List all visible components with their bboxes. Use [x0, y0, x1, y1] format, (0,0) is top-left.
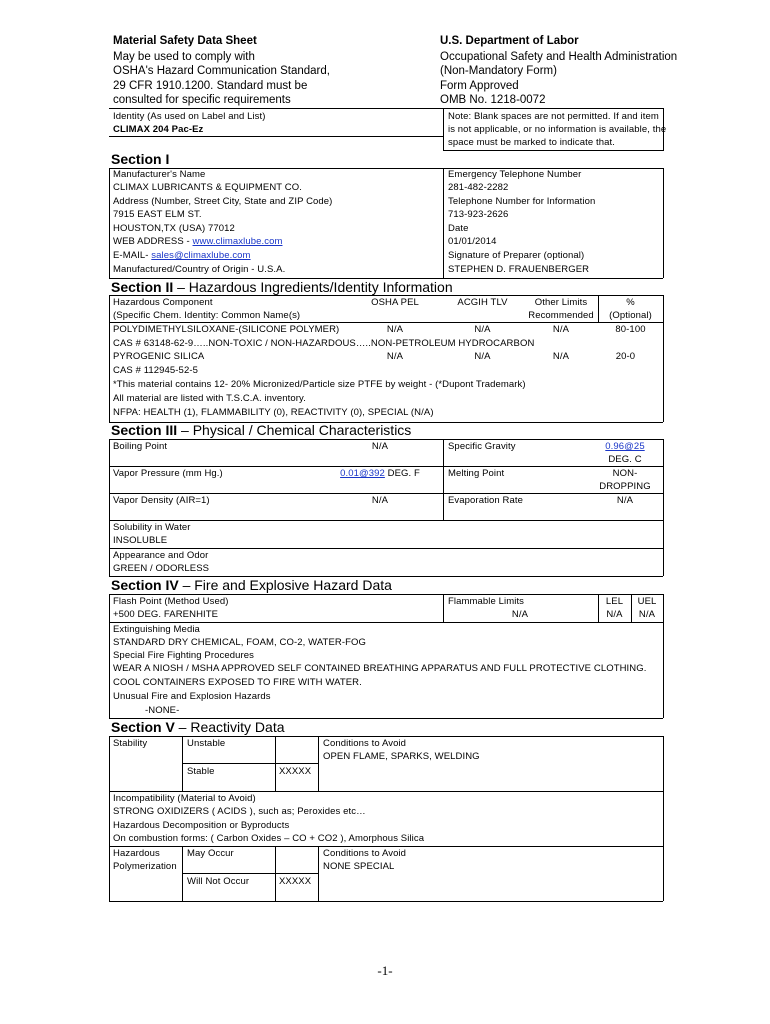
- boiling-value: N/A: [371, 441, 389, 452]
- flash-value: +500 DEG. FARENHITE: [113, 609, 219, 620]
- agency-title: U.S. Department of Labor: [440, 35, 579, 47]
- will-not-occur-label: Will Not Occur: [187, 876, 250, 887]
- info-phone: 713-923-2626: [448, 209, 509, 220]
- may-occur-label: May Occur: [187, 848, 234, 859]
- melting-value: NON-: [612, 468, 638, 479]
- col-pct: %: [626, 297, 635, 308]
- flammable-label: Flammable Limits: [448, 596, 525, 607]
- evap-value: N/A: [616, 495, 634, 506]
- manufacturer-label: Manufacturer's Name: [113, 169, 206, 180]
- stable-mark: XXXXX: [279, 766, 312, 777]
- conditions-label: Conditions to Avoid: [323, 738, 407, 749]
- ingredient-other: N/A: [552, 324, 570, 335]
- special-line-1: WEAR A NIOSH / MSHA APPROVED SELF CONTAINED BREATHING APPARATUS AND FULL PROTECTIVE CLOTHING.: [113, 663, 647, 674]
- extinguish-label: Extinguishing Media: [113, 624, 200, 635]
- ingredient-name: POLYDIMETHYLSILOXANE-(SILICONE POLYMER): [113, 324, 340, 335]
- tsca-note: All material are listed with T.S.C.A. inventory.: [113, 393, 306, 404]
- document-title: Material Safety Data Sheet: [113, 35, 257, 47]
- extinguish-value: STANDARD DRY CHEMICAL, FOAM, CO-2, WATER-FOG: [113, 637, 366, 648]
- comply-line-3: 29 CFR 1910.1200. Standard must be: [113, 80, 308, 92]
- gravity-unit: DEG. C: [608, 454, 642, 465]
- solubility-value: INSOLUBLE: [113, 535, 168, 546]
- unusual-label: Unusual Fire and Explosion Hazards: [113, 691, 271, 702]
- ingredient-pct: 20-0: [615, 351, 636, 362]
- page-number: -1-: [377, 963, 393, 978]
- ingredient-osha: N/A: [386, 324, 404, 335]
- vapor-label: Vapor Pressure (mm Hg.): [113, 468, 223, 479]
- incompat-value: STRONG OXIDIZERS ( ACIDS ), such as; Peroxides etc…: [113, 806, 366, 817]
- nfpa-note: NFPA: HEALTH (1), FLAMMABILITY (0), REACTIVITY (0), SPECIAL (N/A): [113, 407, 434, 418]
- cas-1: CAS # 63148-62-9…..NON-TOXIC / NON-HAZARDOUS…..NON-PETROLEUM HYDROCARBON: [113, 338, 535, 349]
- agency-line-2: (Non-Mandatory Form): [440, 65, 557, 77]
- density-value: N/A: [371, 495, 389, 506]
- ingredient-other: N/A: [552, 351, 570, 362]
- note-line-2: is not applicable, or no information is available, the: [448, 124, 667, 135]
- ingredient-pct: 80-100: [615, 324, 646, 335]
- conditions-2-label: Conditions to Avoid: [323, 848, 407, 859]
- manufacturer-name: CLIMAX LUBRICANTS & EQUIPMENT CO.: [113, 182, 302, 193]
- lel-label: LEL: [605, 596, 624, 607]
- flammable-value: N/A: [511, 609, 529, 620]
- conditions-2-value: NONE SPECIAL: [323, 861, 395, 872]
- will-not-mark: XXXXX: [279, 876, 312, 887]
- email-link[interactable]: sales@climaxlube.com: [151, 250, 251, 261]
- hazpoly-label-1: Hazardous: [113, 848, 160, 859]
- melting-label: Melting Point: [448, 468, 505, 479]
- email-address: E-MAIL- sales@climaxlube.com: [113, 250, 251, 261]
- special-line-2: COOL CONTAINERS EXPOSED TO FIRE WITH WATER.: [113, 677, 362, 688]
- comply-line-1: May be used to comply with: [113, 51, 255, 63]
- unstable-label: Unstable: [187, 738, 226, 749]
- section-3-heading: Section III – Physical / Chemical Characteristics: [111, 422, 412, 438]
- section-1-heading: Section I: [111, 151, 170, 167]
- address-street: 7915 EAST ELM ST.: [113, 209, 202, 220]
- incompat-label: Incompatibility (Material to Avoid): [113, 793, 256, 804]
- note-line-1: Note: Blank spaces are not permitted. If and item: [448, 111, 659, 122]
- ingredient-acgih: N/A: [474, 324, 491, 335]
- identity-value: CLIMAX 204 Pac-Ez: [113, 124, 204, 135]
- emergency-label: Emergency Telephone Number: [448, 169, 582, 180]
- ingredient-osha: N/A: [386, 351, 404, 362]
- boiling-label: Boiling Point: [113, 441, 168, 452]
- ingredient-name: PYROGENIC SILICA: [113, 351, 205, 362]
- col-component: Hazardous Component: [113, 297, 213, 308]
- col-osha: OSHA PEL: [371, 297, 419, 308]
- special-label: Special Fire Fighting Procedures: [113, 650, 255, 661]
- uel-label: UEL: [637, 596, 657, 607]
- col-pct-2: (Optional): [609, 310, 652, 321]
- cas-2: CAS # 112945-52-5: [113, 365, 198, 376]
- info-phone-label: Telephone Number for Information: [448, 196, 596, 207]
- stable-label: Stable: [187, 766, 215, 777]
- unusual-value: -NONE-: [145, 705, 180, 716]
- date-value: 01/01/2014: [448, 236, 497, 247]
- solubility-label: Solubility in Water: [113, 522, 191, 533]
- col-acgih: ACGIH TLV: [457, 297, 508, 308]
- section-5-heading: Section V – Reactivity Data: [111, 719, 285, 735]
- density-label: Vapor Density (AIR=1): [113, 495, 210, 506]
- ingredient-acgih: N/A: [474, 351, 491, 362]
- comply-line-4: consulted for specific requirements: [113, 94, 291, 106]
- uel-value: N/A: [638, 609, 656, 620]
- gravity-label: Specific Gravity: [448, 441, 516, 452]
- agency-line-1: Occupational Safety and Health Administration: [440, 51, 678, 63]
- web-address: WEB ADDRESS - www.climaxlube.com: [113, 236, 283, 247]
- col-other: Other Limits: [534, 297, 588, 308]
- identity-label: Identity (As used on Label and List): [113, 111, 266, 122]
- col-other-2: Recommended: [528, 310, 594, 321]
- conditions-value: OPEN FLAME, SPARKS, WELDING: [323, 751, 480, 762]
- melting-value-2: DROPPING: [599, 481, 651, 492]
- address-label: Address (Number, Street City, State and ZIP Code): [113, 196, 333, 207]
- web-link[interactable]: www.climaxlube.com: [192, 236, 283, 247]
- section-2-heading: Section II – Hazardous Ingredients/Identity Information: [111, 279, 453, 295]
- flash-label: Flash Point (Method Used): [113, 596, 229, 607]
- agency-line-3: Form Approved: [440, 80, 519, 92]
- col-component-2: (Specific Chem. Identity: Common Name(s): [113, 310, 301, 321]
- origin: Manufactured/Country of Origin - U.S.A.: [113, 264, 286, 275]
- note-line-3: space must be marked to indicate that.: [448, 137, 615, 148]
- evap-label: Evaporation Rate: [448, 495, 524, 506]
- vapor-value: 0.01@392 DEG. F: [340, 468, 420, 479]
- agency-line-4: OMB No. 1218-0072: [440, 94, 546, 106]
- gravity-value: 0.96@25: [605, 441, 645, 452]
- preparer-label: Signature of Preparer (optional): [448, 250, 585, 261]
- address-city: HOUSTON,TX (USA) 77012: [113, 223, 235, 234]
- preparer-name: STEPHEN D. FRAUENBERGER: [448, 264, 590, 275]
- hazpoly-label-2: Polymerization: [113, 861, 177, 872]
- lel-value: N/A: [606, 609, 623, 620]
- decomp-label: Hazardous Decomposition or Byproducts: [113, 820, 290, 831]
- stability-label: Stability: [113, 738, 148, 749]
- appearance-value: GREEN / ODORLESS: [113, 563, 210, 574]
- decomp-value: On combustion forms: ( Carbon Oxides – CO + CO2 ), Amorphous Silica: [113, 833, 425, 844]
- section-4-heading: Section IV – Fire and Explosive Hazard Data: [111, 577, 392, 593]
- emergency-phone: 281-482-2282: [448, 182, 509, 193]
- ptfe-note: *This material contains 12- 20% Micronized/Particle size PTFE by weight - (*Dupont Trademark): [113, 379, 526, 390]
- date-label: Date: [448, 223, 469, 234]
- appearance-label: Appearance and Odor: [113, 550, 209, 561]
- comply-line-2: OSHA's Hazard Communication Standard,: [113, 65, 330, 77]
